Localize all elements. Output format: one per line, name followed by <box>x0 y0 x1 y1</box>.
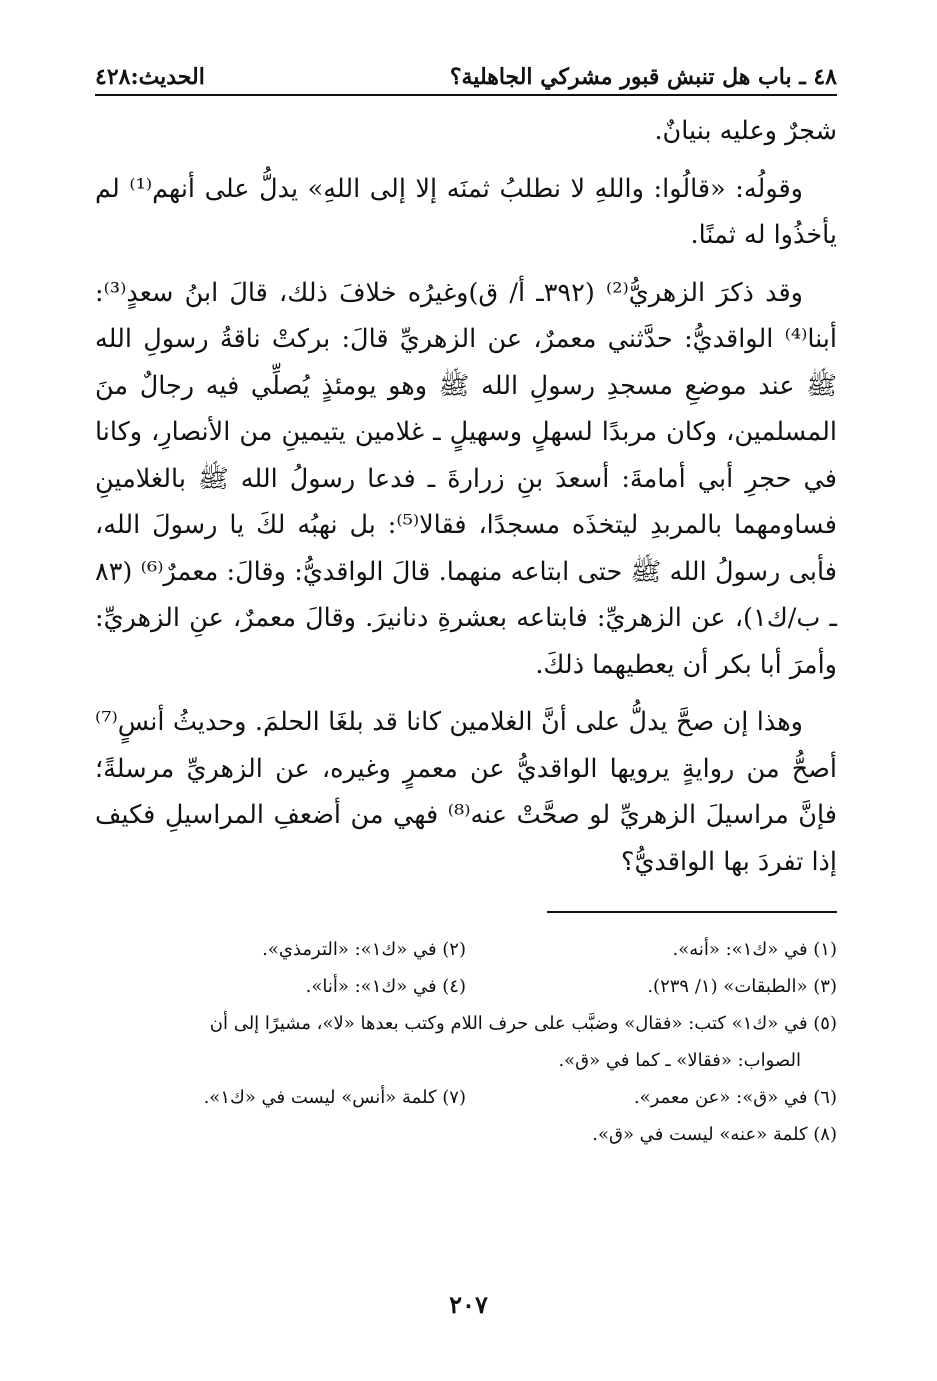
footnote-row <box>95 968 837 1005</box>
footnote-separator <box>547 911 837 913</box>
footnote-3: (٣) «الطبقات» (١/ ٢٣٩). <box>647 976 837 997</box>
footnote-4: (٤) في «ك١»: «أنا». <box>305 976 466 997</box>
running-head <box>95 62 837 94</box>
footnote-row <box>95 1079 837 1116</box>
footnotes <box>95 931 837 1153</box>
chapter-title: ٤٨ ـ باب هل تنبش قبور مشركي الجاهلية؟ <box>449 64 837 90</box>
paragraph-3: وقد ذكرَ الزهريُّ⁽²⁾ (٣٩٢ـ أ/ ق)وغيرُه خلافَ ذلك، قالَ ابنُ سعدٍ⁽³⁾: أبنا⁽⁴⁾ الواقديُّ: حدَّثني معمرٌ، عن الزهريِّ قالَ: بركتْ ناقةُ رسولِ الله ﷺ عند موضعِ مسجدِ رسولِ الله ﷺ وهو يومئذٍ يُصلِّي فيه رجالٌ منَ المسلمين، وكان مربدًا لسهلٍ وسهيلٍ ـ غلامين يتيمينِ من الأنصارِ، وكانا في حجرِ أبي أمامةَ: أسعدَ بنِ زرارةَ ـ فدعا رسولُ الله ﷺ بالغلامينِ فساومهما بالمربدِ ليتخذَه مسجدًا، فقالا⁽⁵⁾: بل نهبُه لكَ يا رسولَ الله، فأبى رسولُ الله ﷺ حتى ابتاعه منهما. قالَ الواقديُّ: وقالَ: معمرٌ⁽⁶⁾ (٨٣ ـ ب/ك١)، عن الزهريِّ: فابتاعه بعشرةِ دنانيرَ. وقالَ معمرٌ، عنِ الزهريِّ: وأمرَ أبا بكر أن يعطيهما ذلكَ. <box>95 277 837 680</box>
footnote-row <box>95 931 837 968</box>
footnote-7: (٧) كلمة «أنس» ليست في «ك١». <box>203 1087 466 1108</box>
footnote-2: (٢) في «ك١»: «الترمذي». <box>262 939 466 960</box>
header-rule <box>95 94 837 96</box>
hadith-number: الحديث:٤٢٨ <box>95 64 205 90</box>
footnote-8: (٨) كلمة «عنه» ليست في «ق». <box>592 1124 837 1145</box>
paragraph-4: وهذا إن صحَّ يدلُّ على أنَّ الغلامين كانا قد بلغَا الحلمَ. وحديثُ أنسٍ⁽⁷⁾ أصحُّ من روايةٍ يرويها الواقديُّ عن معمرٍ وغيره، عن الزهريِّ مرسلةً؛ فإنَّ مراسيلَ الزهريِّ لو صحَّتْ عنه⁽⁸⁾ فهي من أضعفِ المراسيلِ فكيف إذا تفردَ بها الواقديُّ؟ <box>95 707 837 877</box>
footnote-6: (٦) في «ق»: «عن معمر». <box>633 1087 837 1108</box>
footnote-5-continued: الصواب: «فقالا» ـ كما في «ق». <box>558 1050 801 1071</box>
footnote-5: (٥) في «ك١» كتب: «فقال» وضبَّب على حرف اللام وكتب بعدها «لا»، مشيرًا إلى أن <box>209 1013 837 1034</box>
document-page <box>95 62 837 1153</box>
main-text <box>95 108 837 885</box>
footnote-1: (١) في «ك١»: «أنه». <box>672 939 837 960</box>
paragraph-2: وقولُه: «قالُوا: واللهِ لا نطلبُ ثمنَه إلا إلى اللهِ» يدلُّ على أنهم⁽¹⁾ لم يأخذُوا له ثمنًا. <box>95 173 837 250</box>
page-number: ٢٠٧ <box>449 1290 488 1319</box>
paragraph-1: شجرٌ وعليه بنيانٌ. <box>654 116 837 146</box>
